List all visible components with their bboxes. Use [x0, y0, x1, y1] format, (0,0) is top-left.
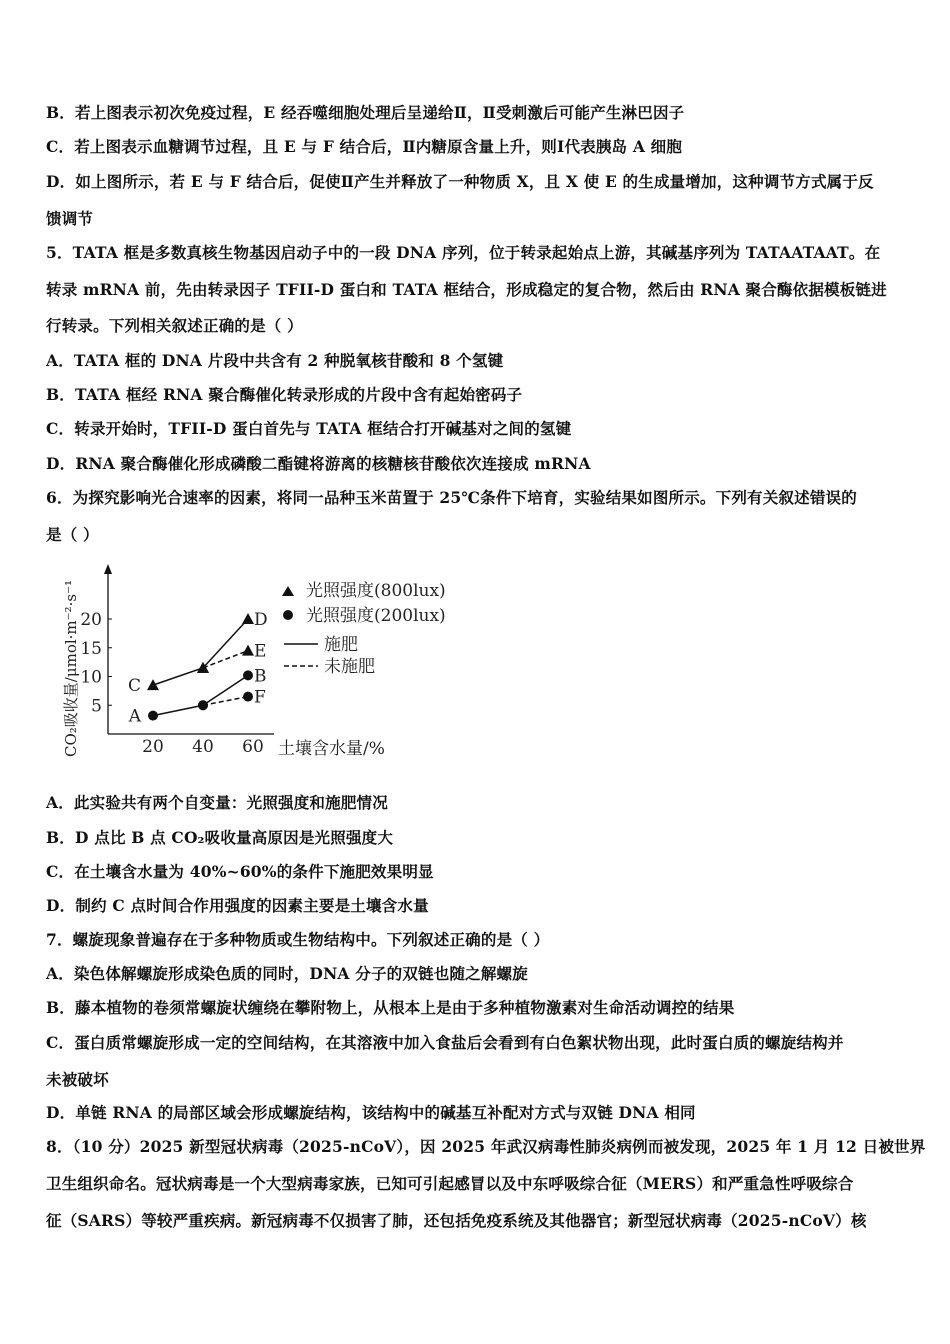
legend-label-800lux: 光照强度(800lux) [306, 581, 446, 601]
question-8: 8．（10 分）2025 新型冠状病毒（2025-nCoV），因 2025 年武汉病毒性肺炎病例而被发现，2025 年 1 月 12 日被世界 [46, 1137, 926, 1156]
point-label: D [254, 610, 268, 630]
legend-label-fertilized: 施肥 [324, 635, 358, 655]
photosynthesis-chart [56, 552, 446, 762]
legend-label-200lux: 光照强度(200lux) [306, 606, 446, 626]
option-5a: A．TATA 框的 DNA 片段中共含有 2 种脱氧核苷酸和 8 个氢键 [46, 351, 504, 370]
option-5b: B．TATA 框经 RNA 聚合酶催化转录形成的片段中含有起始密码子 [46, 385, 523, 404]
y-tick-label: 20 [80, 610, 102, 630]
legend-triangle-icon [282, 586, 294, 596]
data-point-circle [243, 692, 253, 702]
x-tick-label: 20 [142, 737, 164, 757]
option-4c: C．若上图表示血糖调节过程，且 E 与 F 结合后，Ⅱ内糖原含量上升，则Ⅰ代表胰岛 A 细胞 [46, 137, 683, 156]
question-8-line3: 征（SARS）等较严重疾病。新冠病毒不仅损害了肺，还包括免疫系统及其他器官；新型冠状病毒（2025-nCoV）核 [46, 1211, 867, 1230]
option-6d: D．制约 C 点时间合作用强度的因素主要是土壤含水量 [46, 896, 429, 915]
option-7b: B．藤本植物的卷须常螺旋状缠绕在攀附物上，从根本上是由于多种植物激素对生命活动调控的结果 [46, 998, 735, 1017]
point-label: A [128, 706, 141, 727]
legend-label-unfertilized: 未施肥 [324, 657, 375, 677]
legend [282, 581, 446, 677]
option-7a: A．染色体解螺旋形成染色质的同时，DNA 分子的双链也随之解螺旋 [46, 964, 528, 983]
option-5c: C．转录开始时，TFII-D 蛋白首先与 TATA 框结合打开碱基对之间的氢键 [46, 419, 572, 438]
question-6-line2: 是（ ） [46, 525, 99, 544]
point-label: B [254, 666, 267, 687]
x-axis-label: 土壤含水量/% [278, 739, 385, 759]
option-7c-cont: 未被破坏 [46, 1070, 109, 1089]
option-7c: C．蛋白质常螺旋形成一定的空间结构，在其溶液中加入食盐后会看到有白色絮状物出现，此时蛋白质的螺旋结构并 [46, 1033, 844, 1052]
option-6c: C．在土壤含水量为 40%~60%的条件下施肥效果明显 [46, 862, 434, 881]
y-tick-label: 10 [80, 667, 102, 688]
y-tick-label: 15 [80, 638, 102, 659]
x-tick-label: 60 [242, 737, 264, 757]
y-tick-label: 5 [91, 696, 102, 717]
x-tick-label: 40 [192, 737, 214, 757]
question-8-line2: 卫生组织命名。冠状病毒是一个大型病毒家族，已知可引起感冒以及中东呼吸综合征（MERS）和严重急性呼吸综合 [46, 1174, 854, 1193]
question-5-line2: 转录 mRNA 前，先由转录因子 TFII-D 蛋白和 TATA 框结合，形成稳定的复合物，然后由 RNA 聚合酶依据模板链进 [46, 280, 887, 299]
data-point-circle [243, 670, 253, 680]
question-7: 7．螺旋现象普遍存在于多种物质或生物结构中。下列叙述正确的是（ ） [46, 930, 550, 949]
option-6b: B．D 点比 B 点 CO₂吸收量高原因是光照强度大 [46, 828, 394, 847]
option-7d: D．单链 RNA 的局部区域会形成螺旋结构，该结构中的碱基互补配对方式与双链 DNA 相同 [46, 1103, 696, 1122]
option-4b: B．若上图表示初次免疫过程，E 经吞噬细胞处理后呈递给Ⅱ，Ⅱ受刺激后可能产生淋巴因子 [46, 103, 685, 122]
option-4d: D．如上图所示，若 E 与 F 结合后，促使Ⅱ产生并释放了一种物质 X，且 X 使 E 的生成量增加，这种调节方式属于反 [46, 172, 874, 191]
option-4d-cont: 馈调节 [46, 209, 94, 228]
data-point-triangle [147, 679, 159, 690]
data-point-triangle [242, 645, 254, 656]
data-point-triangle [242, 613, 254, 624]
y-axis-arrow [104, 564, 112, 574]
question-5: 5．TATA 框是多数真核生物基因启动子中的一段 DNA 序列，位于转录起始点上游，其碱基序列为 TATAATAAT。在 [46, 243, 881, 262]
series-line [203, 651, 248, 668]
option-5d: D．RNA 聚合酶催化形成磷酸二酯键将游离的核糖核苷酸依次连接成 mRNA [46, 454, 591, 473]
data-point-circle [148, 711, 158, 721]
data-point-circle [198, 700, 208, 710]
legend-circle-icon [283, 610, 293, 620]
point-label: C [127, 676, 141, 697]
series-line [153, 619, 248, 685]
option-6a: A．此实验共有两个自变量：光照强度和施肥情况 [46, 793, 388, 812]
question-6: 6．为探究影响光合速率的因素，将同一品种玉米苗置于 25℃条件下培育，实验结果如图所示。下列有关叙述错误的 [46, 488, 857, 507]
point-label: E [254, 641, 267, 662]
question-5-line3: 行转录。下列相关叙述正确的是（ ） [46, 316, 303, 335]
y-axis-label: CO₂吸收量/μmol·m⁻²·s⁻¹ [62, 580, 80, 757]
point-label: F [254, 687, 266, 708]
